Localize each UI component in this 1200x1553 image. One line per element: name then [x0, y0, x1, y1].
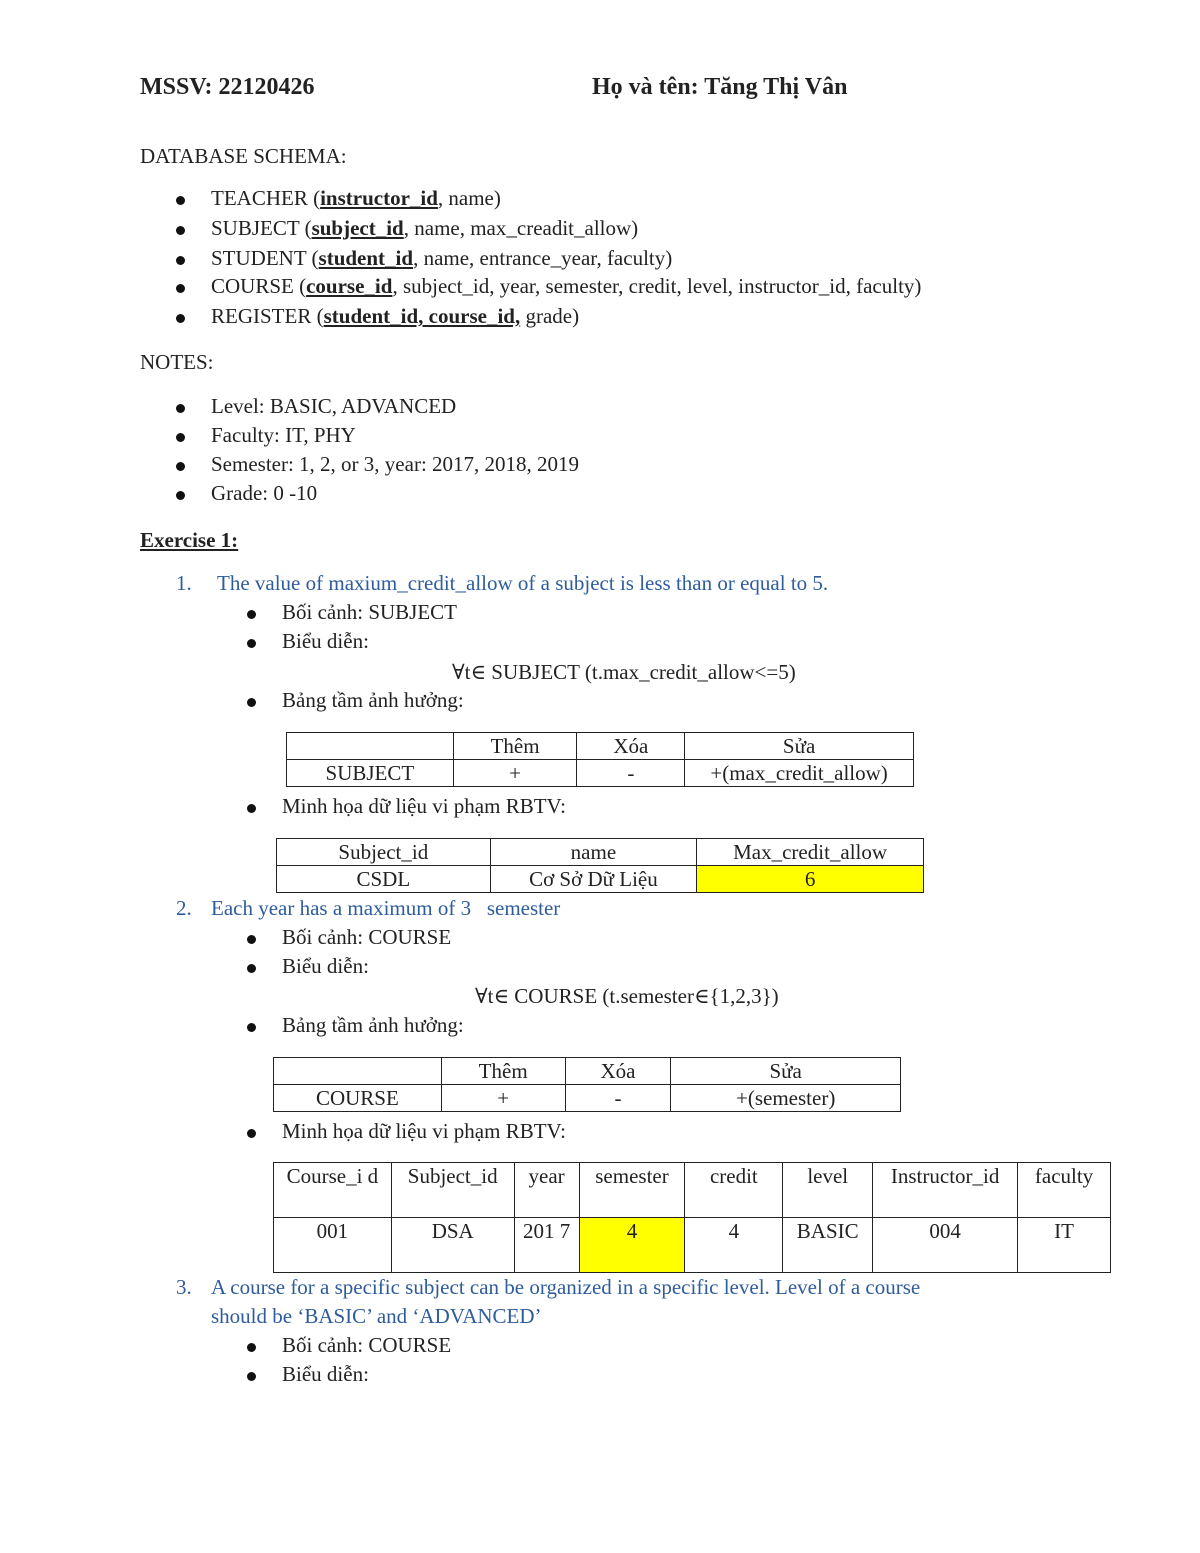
- header-cell: Thêm: [453, 733, 577, 760]
- table-cell: 004: [873, 1218, 1018, 1273]
- table-cell: BASIC: [783, 1218, 873, 1273]
- header-cell: Subject_id: [277, 839, 491, 866]
- bullet-icon: [176, 433, 185, 442]
- attributes: , name, max_creadit_allow): [403, 216, 639, 240]
- schema-item-course: COURSE (course_id, subject_id, year, semester, credit, level, instructor_id, faculty): [211, 274, 922, 298]
- header-cell: Subject_id: [391, 1163, 514, 1218]
- bullet-icon: [247, 610, 256, 619]
- primary-key: student_id, course_id,: [323, 304, 521, 328]
- context-label: Bối cảnh: COURSE: [282, 1333, 452, 1357]
- table-cell: -: [565, 1085, 671, 1112]
- bullet-icon: [247, 1343, 256, 1352]
- violation-label: Minh họa dữ liệu vi phạm RBTV:: [282, 794, 566, 818]
- table-row: [274, 1058, 901, 1085]
- table-cell: +: [453, 760, 577, 787]
- header-cell: [287, 733, 454, 760]
- bullet-icon: [176, 226, 185, 235]
- schema-item-student: STUDENT (student_id, name, entrance_year, faculty): [211, 246, 673, 270]
- violating-cell: 6: [697, 866, 924, 893]
- violating-cell: 4: [579, 1218, 685, 1273]
- header-cell: Sửa: [685, 733, 914, 760]
- header-cell: year: [514, 1163, 579, 1218]
- question-number: 1.: [176, 571, 192, 595]
- notes-title: NOTES:: [140, 350, 214, 374]
- table-row: [274, 1085, 901, 1112]
- bullet-icon: [176, 462, 185, 471]
- exercise-title: Exercise 1:: [140, 528, 239, 552]
- bullet-icon: [176, 404, 185, 413]
- header-cell: semester: [579, 1163, 685, 1218]
- note-item: Semester: 1, 2, or 3, year: 2017, 2018, 2019: [211, 452, 580, 476]
- table-name: SUBJECT: [211, 216, 300, 240]
- attributes: , subject_id, year, semester, credit, level, instructor_id, faculty): [392, 274, 922, 298]
- context-label: Bối cảnh: SUBJECT: [282, 600, 458, 624]
- table-row: [274, 1163, 1111, 1218]
- header-cell: Xóa: [565, 1058, 671, 1085]
- schema-item-teacher: TEACHER (instructor_id, name): [211, 186, 501, 210]
- primary-key: course_id: [306, 274, 393, 298]
- table-row: [277, 839, 924, 866]
- table-cell: 4: [685, 1218, 783, 1273]
- header-cell: faculty: [1018, 1163, 1111, 1218]
- table-cell: Cơ Sở Dữ Liệu: [490, 866, 697, 893]
- impact-table: [286, 732, 914, 787]
- note-item: Level: BASIC, ADVANCED: [211, 394, 457, 418]
- table-row: [287, 733, 914, 760]
- header-cell: Sửa: [671, 1058, 901, 1085]
- header-cell: Instructor_id: [873, 1163, 1018, 1218]
- bullet-icon: [247, 964, 256, 973]
- header-cell: Xóa: [577, 733, 685, 760]
- table-cell: SUBJECT: [287, 760, 454, 787]
- expression-label: Biểu diễn:: [282, 1362, 369, 1386]
- schema-item-register: REGISTER (student_id, course_id, grade): [211, 304, 580, 328]
- question-number: 3.: [176, 1275, 192, 1299]
- header-cell: Course_i d: [274, 1163, 392, 1218]
- violation-table: [276, 838, 924, 893]
- table-cell: COURSE: [274, 1085, 442, 1112]
- question-1-text: The value of maxium_credit_allow of a subject is less than or equal to 5.: [217, 571, 829, 595]
- bullet-icon: [247, 1372, 256, 1381]
- table-name: STUDENT: [211, 246, 307, 270]
- bullet-icon: [176, 196, 185, 205]
- primary-key: instructor_id: [320, 186, 438, 210]
- table-cell: -: [577, 760, 685, 787]
- bullet-icon: [247, 935, 256, 944]
- schema-title: DATABASE SCHEMA:: [140, 144, 347, 168]
- header-cell: level: [783, 1163, 873, 1218]
- question-3-text-line-2: should be ‘BASIC’ and ‘ADVANCED’: [211, 1304, 542, 1328]
- table-name: REGISTER: [211, 304, 312, 328]
- table-row: [277, 866, 924, 893]
- table-cell: IT: [1018, 1218, 1111, 1273]
- constraint-expression: ∀t∈ COURSE (t.semester∈{1,2,3}): [475, 984, 779, 1008]
- impact-table-label: Bảng tầm ảnh hưởng:: [282, 688, 464, 712]
- student-id: MSSV: 22120426: [140, 74, 315, 100]
- context-label: Bối cảnh: COURSE: [282, 925, 452, 949]
- header-cell: name: [490, 839, 697, 866]
- note-item: Grade: 0 -10: [211, 481, 318, 505]
- table-row: [287, 760, 914, 787]
- header-cell: [274, 1058, 442, 1085]
- expression-label: Biểu diễn:: [282, 629, 369, 653]
- table-cell: +(semester): [671, 1085, 901, 1112]
- attributes: grade): [520, 304, 580, 328]
- bullet-icon: [176, 491, 185, 500]
- table-cell: DSA: [391, 1218, 514, 1273]
- impact-table: [273, 1057, 901, 1112]
- impact-table-label: Bảng tầm ảnh hưởng:: [282, 1013, 464, 1037]
- table-name: TEACHER: [211, 186, 308, 210]
- bullet-icon: [247, 639, 256, 648]
- attributes: , name): [437, 186, 501, 210]
- header-cell: Max_credit_allow: [697, 839, 924, 866]
- student-name: Họ và tên: Tăng Thị Vân: [592, 74, 848, 100]
- bullet-icon: [247, 1023, 256, 1032]
- table-cell: +: [441, 1085, 565, 1112]
- violation-label: Minh họa dữ liệu vi phạm RBTV:: [282, 1119, 566, 1143]
- schema-item-subject: SUBJECT (subject_id, name, max_creadit_allow): [211, 216, 639, 240]
- table-row: [274, 1218, 1111, 1273]
- violation-table: [273, 1162, 1111, 1273]
- table-cell: +(max_credit_allow): [685, 760, 914, 787]
- table-name: COURSE: [211, 274, 294, 298]
- header-cell: credit: [685, 1163, 783, 1218]
- bullet-icon: [247, 698, 256, 707]
- header-cell: Thêm: [441, 1058, 565, 1085]
- note-item: Faculty: IT, PHY: [211, 423, 356, 447]
- table-cell: 001: [274, 1218, 392, 1273]
- primary-key: subject_id: [311, 216, 404, 240]
- bullet-icon: [176, 284, 185, 293]
- question-3-text-line-1: A course for a specific subject can be organized in a specific level. Level of a course: [211, 1275, 921, 1299]
- table-cell: CSDL: [277, 866, 491, 893]
- bullet-icon: [247, 1129, 256, 1138]
- bullet-icon: [176, 256, 185, 265]
- question-2-text: Each year has a maximum of 3 semester: [211, 896, 561, 920]
- bullet-icon: [176, 314, 185, 323]
- primary-key: student_id: [318, 246, 414, 270]
- question-number: 2.: [176, 896, 192, 920]
- bullet-icon: [247, 804, 256, 813]
- table-cell: 201 7: [514, 1218, 579, 1273]
- attributes: , name, entrance_year, faculty): [413, 246, 673, 270]
- expression-label: Biểu diễn:: [282, 954, 369, 978]
- constraint-expression: ∀t∈ SUBJECT (t.max_credit_allow<=5): [452, 660, 796, 684]
